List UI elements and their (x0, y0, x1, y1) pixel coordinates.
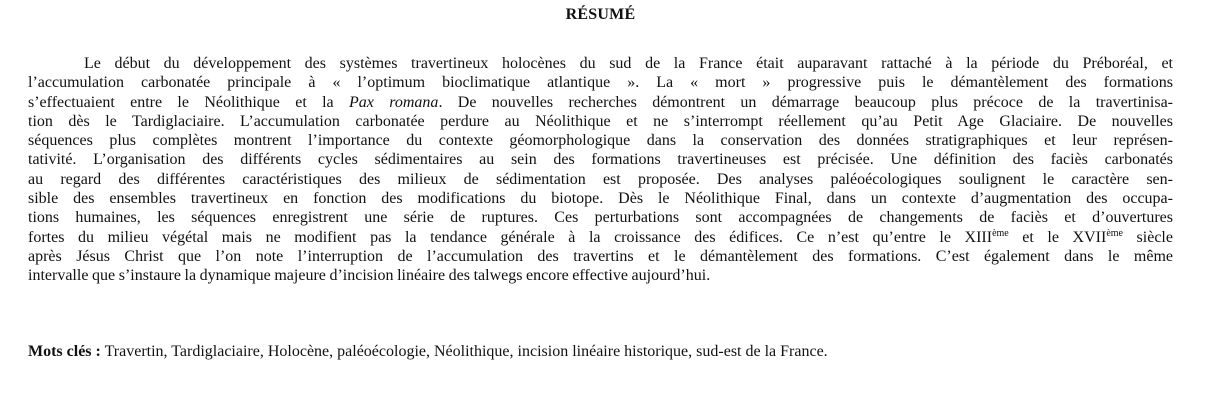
abstract-line: après Jésus Christ que l’on note l’interruption de l’accumulation des travertins et le démantèlement des formations. C’est également dans le même (28, 247, 1173, 265)
section-title: RÉSUMÉ (565, 6, 636, 23)
abstract-paragraph (28, 54, 1173, 286)
abstract-text: et le XVII (1008, 228, 1107, 246)
abstract-line: au regard des différentes caractéristiques des milieux de sédimentation est proposée. Des analyses paléoécologiques soulignent le caractère sen- (28, 170, 1173, 188)
superscript: ème (1106, 227, 1123, 239)
abstract-line (28, 93, 1173, 112)
abstract-line (28, 228, 1173, 247)
abstract-line: intervalle que s’instaure la dynamique majeure d’incision linéaire des talwegs encore effective aujourd’hui. (28, 267, 711, 285)
abstract-text: fortes du milieu végétal mais ne modifient pas la tendance générale à la croissance des édifices. Ce n’est qu’entre le XIII (28, 228, 993, 246)
abstract-line: Le début du développement des systèmes travertineux holocènes du sud de la France était auparavant rattaché à la période du Préboréal, et (84, 55, 1173, 72)
abstract-italic-term: Pax romana (349, 93, 439, 111)
abstract-text: . De nouvelles recherches démontrent un démarrage beaucoup plus précoce de la travertinisa- (438, 93, 1173, 111)
abstract-line: séquences plus complètes montrent l’importance du contexte géomorphologique dans la conservation des données stratigraphiques et leur représen- (28, 132, 1173, 150)
keywords (28, 342, 1173, 362)
abstract-line: tativité. L’organisation des différents cycles sédimentaires au sein des formations travertineuses est précisée. Une définition des faciès carbonatés (28, 151, 1173, 169)
abstract-text: s’effectuaient entre le Néolithique et la (28, 93, 350, 111)
superscript: ème (992, 227, 1009, 239)
keywords-text: Travertin, Tardiglaciaire, Holocène, paléoécologie, Néolithique, incision linéaire historique, sud-est de la France. (100, 343, 828, 360)
abstract-line: tions humaines, les séquences enregistrent une série de ruptures. Ces perturbations sont accompagnées de changements de faciès et d’ouvertures (28, 209, 1173, 227)
abstract-line: tion dès le Tardiglaciaire. L’accumulation carbonatée perdure au Néolithique et ne s’interrompt réellement qu’au Petit Age Glaciaire. De nouvelles (28, 112, 1173, 130)
abstract-text: siècle (1122, 228, 1173, 246)
abstract-line: l’accumulation carbonatée principale à « l’optimum bioclimatique atlantique ». La « mort » progressive puis le démantèlement des formations (28, 74, 1173, 92)
keywords-label: Mots clés : (28, 343, 101, 360)
abstract-line: sible des ensembles travertineux en fonction des modifications du biotope. Dès le Néolithique Final, dans un contexte d’augmentation des occupa- (28, 190, 1173, 208)
